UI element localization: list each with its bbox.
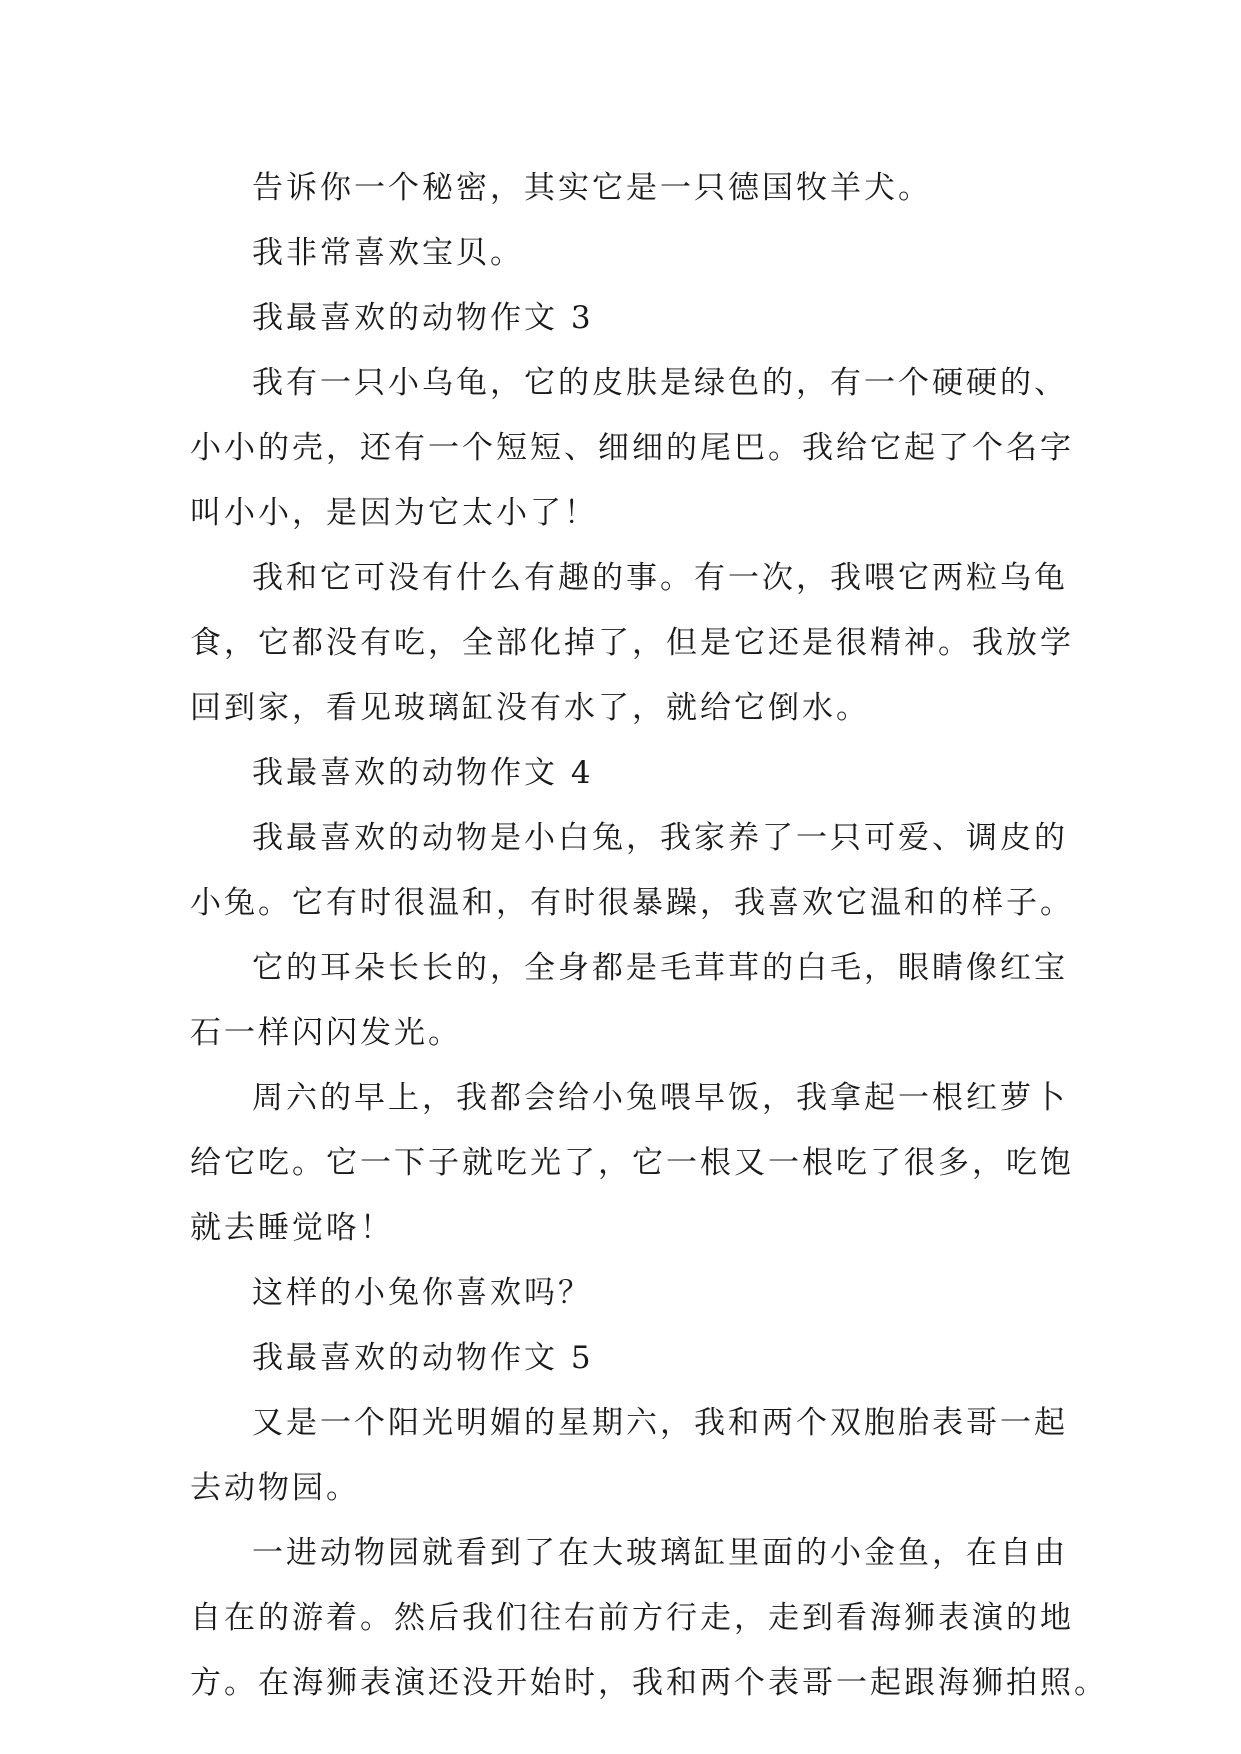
paragraph <box>190 1521 1108 1716</box>
heading-text: 我最喜欢的动物作文 4 <box>252 755 594 791</box>
text-line: 就去睡觉咯！ <box>190 1210 394 1246</box>
paragraph <box>190 1391 1068 1521</box>
text-line: 我和它可没有什么有趣的事。有一次，我喂它两粒乌龟 <box>252 560 1068 596</box>
heading-text: 我最喜欢的动物作文 5 <box>252 1340 594 1376</box>
text-line: 小小的壳，还有一个短短、细细的尾巴。我给它起了个名字 <box>190 430 1074 466</box>
paragraph <box>190 546 1074 741</box>
paragraph <box>190 221 1060 286</box>
text-line: 这样的小兔你喜欢吗？ <box>252 1275 592 1311</box>
text-line: 周六的早上，我都会给小兔喂早饭，我拿起一根红萝卜 <box>252 1080 1068 1116</box>
text-line: 自在的游着。然后我们往右前方行走，走到看海狮表演的地 <box>190 1600 1074 1636</box>
text-line: 一进动物园就看到了在大玻璃缸里面的小金鱼，在自由 <box>252 1535 1068 1571</box>
text-line: 我有一只小乌龟，它的皮肤是绿色的，有一个硬硬的、 <box>252 365 1068 401</box>
paragraph <box>190 1261 1060 1326</box>
text-line: 小兔。它有时很温和，有时很暴躁，我喜欢它温和的样子。 <box>190 885 1074 921</box>
text-line: 方。在海狮表演还没开始时，我和两个表哥一起跟海狮拍照。 <box>190 1665 1108 1701</box>
text-line: 去动物园。 <box>190 1470 360 1506</box>
document-body <box>190 156 1108 1716</box>
section-heading <box>190 1326 1060 1391</box>
section-heading <box>190 741 1060 806</box>
heading-text: 我最喜欢的动物作文 3 <box>252 300 594 336</box>
paragraph <box>190 806 1074 936</box>
text-line: 我最喜欢的动物是小白兔，我家养了一只可爱、调皮的 <box>252 820 1068 856</box>
paragraph <box>190 1066 1074 1261</box>
text-line: 我非常喜欢宝贝。 <box>252 235 524 271</box>
paragraph <box>190 936 1068 1066</box>
text-line: 给它吃。它一下子就吃光了，它一根又一根吃了很多，吃饱 <box>190 1145 1074 1181</box>
text-line: 告诉你一个秘密，其实它是一只德国牧羊犬。 <box>252 170 932 206</box>
text-line: 它的耳朵长长的，全身都是毛茸茸的白毛，眼睛像红宝 <box>252 950 1068 986</box>
paragraph <box>190 156 1060 221</box>
section-heading <box>190 286 1060 351</box>
text-line: 又是一个阳光明媚的星期六，我和两个双胞胎表哥一起 <box>252 1405 1068 1441</box>
text-line: 回到家，看见玻璃缸没有水了，就给它倒水。 <box>190 690 870 726</box>
paragraph <box>190 351 1074 546</box>
text-line: 食，它都没有吃，全部化掉了，但是它还是很精神。我放学 <box>190 625 1074 661</box>
text-line: 石一样闪闪发光。 <box>190 1015 462 1051</box>
text-line: 叫小小，是因为它太小了！ <box>190 495 598 531</box>
